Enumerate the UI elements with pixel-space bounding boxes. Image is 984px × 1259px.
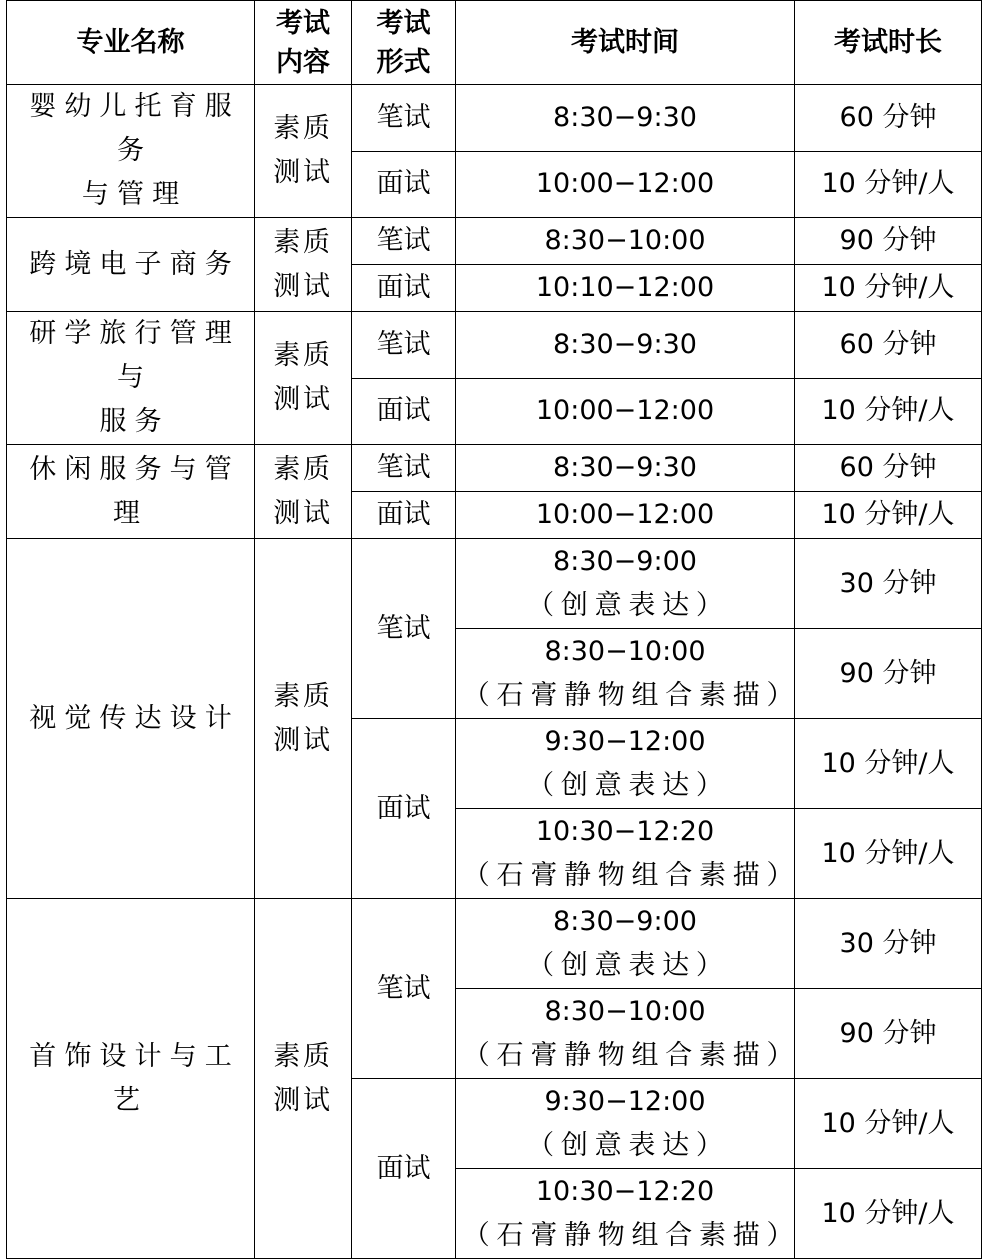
content-cell <box>255 218 352 312</box>
header-major: 专业名称 <box>7 1 255 85</box>
time-note: （创意表达） <box>527 949 730 981</box>
time-cell <box>456 809 801 899</box>
major-cell <box>7 899 255 1259</box>
time-text: 8:30−10:00 <box>544 995 706 1027</box>
major-cell <box>7 312 255 445</box>
duration-cell: 60 分钟 <box>795 312 982 379</box>
form-cell: 笔试 <box>352 899 456 1079</box>
duration-cell: 30 分钟 <box>795 539 982 629</box>
header-row <box>7 1 982 85</box>
form-cell: 面试 <box>352 492 456 539</box>
content-text: 素质 测试 <box>273 226 333 302</box>
duration-cell: 90 分钟 <box>795 629 982 719</box>
table-row <box>7 539 982 629</box>
form-cell: 面试 <box>352 719 456 899</box>
major-cell <box>7 85 255 218</box>
content-cell <box>255 312 352 445</box>
duration-cell: 10 分钟/人 <box>795 719 982 809</box>
form-cell: 笔试 <box>352 539 456 719</box>
duration-cell: 60 分钟 <box>795 85 982 152</box>
time-cell: 10:10−12:00 <box>456 265 795 312</box>
time-cell: 8:30−9:30 <box>456 445 795 492</box>
table-row <box>7 85 982 152</box>
time-cell <box>456 539 795 629</box>
form-cell: 面试 <box>352 378 456 445</box>
time-cell: 10:00−12:00 <box>456 151 795 218</box>
major-name: 视觉传达设计 <box>29 702 240 734</box>
time-cell: 8:30−9:30 <box>456 85 795 152</box>
time-note: （石膏静物组合素描） <box>462 679 801 711</box>
time-cell <box>456 899 795 989</box>
duration-cell: 60 分钟 <box>795 445 982 492</box>
table-row <box>7 445 982 492</box>
major-name: 首饰设计与工艺 <box>29 1040 240 1116</box>
duration-cell: 10 分钟/人 <box>795 809 982 899</box>
duration-cell: 10 分钟/人 <box>795 151 982 218</box>
exam-schedule-table <box>6 0 982 1259</box>
duration-cell: 10 分钟/人 <box>795 378 982 445</box>
duration-cell: 90 分钟 <box>795 218 982 265</box>
header-duration: 考试时长 <box>795 1 982 85</box>
form-cell: 面试 <box>352 1079 456 1259</box>
time-text: 8:30−9:00 <box>553 905 697 937</box>
table-row <box>7 899 982 989</box>
major-name: 休闲服务与管理 <box>29 453 240 529</box>
form-cell: 面试 <box>352 265 456 312</box>
form-cell: 笔试 <box>352 312 456 379</box>
form-cell: 笔试 <box>352 85 456 152</box>
duration-cell: 10 分钟/人 <box>795 1169 982 1259</box>
time-cell: 8:30−10:00 <box>456 218 795 265</box>
content-cell <box>255 85 352 218</box>
content-text: 素质 测试 <box>273 453 333 529</box>
table-row <box>7 312 982 379</box>
content-cell <box>255 899 352 1259</box>
major-cell <box>7 539 255 899</box>
content-text: 素质 测试 <box>273 340 333 415</box>
time-cell: 10:00−12:00 <box>456 492 795 539</box>
major-cell <box>7 218 255 312</box>
time-note: （创意表达） <box>527 589 730 621</box>
table-row <box>7 218 982 265</box>
content-cell <box>255 445 352 539</box>
header-form <box>352 1 456 85</box>
content-text: 素质 测试 <box>273 113 333 188</box>
time-cell <box>456 629 801 719</box>
time-text: 10:30−12:20 <box>535 1175 715 1207</box>
time-cell <box>456 1169 801 1259</box>
form-cell: 笔试 <box>352 218 456 265</box>
time-text: 9:30−12:00 <box>544 1085 706 1117</box>
content-text: 素质 测试 <box>273 680 333 756</box>
time-cell: 8:30−9:30 <box>456 312 795 379</box>
header-content <box>255 1 352 85</box>
time-cell <box>456 719 795 809</box>
time-cell <box>456 1079 795 1169</box>
time-cell <box>456 989 801 1079</box>
time-note: （石膏静物组合素描） <box>462 1219 801 1251</box>
duration-cell: 90 分钟 <box>795 989 982 1079</box>
time-note: （创意表达） <box>527 769 730 801</box>
form-cell: 笔试 <box>352 445 456 492</box>
time-cell: 10:00−12:00 <box>456 378 795 445</box>
content-cell <box>255 539 352 899</box>
major-cell <box>7 445 255 539</box>
time-note: （石膏静物组合素描） <box>462 1039 801 1071</box>
time-note: （创意表达） <box>527 1129 730 1161</box>
time-text: 10:30−12:20 <box>535 815 715 847</box>
time-text: 8:30−9:00 <box>553 545 697 577</box>
time-text: 8:30−10:00 <box>544 635 706 667</box>
duration-cell: 10 分钟/人 <box>795 492 982 539</box>
major-name: 婴幼儿托育服务 与管理 <box>29 91 240 210</box>
major-name: 跨境电子商务 <box>29 248 240 280</box>
duration-cell: 10 分钟/人 <box>795 265 982 312</box>
time-text: 9:30−12:00 <box>544 725 706 757</box>
content-text: 素质 测试 <box>273 1040 333 1116</box>
time-note: （石膏静物组合素描） <box>462 859 801 891</box>
duration-cell: 10 分钟/人 <box>795 1079 982 1169</box>
duration-cell: 30 分钟 <box>795 899 982 989</box>
header-form-text: 考试 形式 <box>376 7 431 78</box>
major-name: 研学旅行管理与 服务 <box>29 318 240 437</box>
form-cell: 面试 <box>352 151 456 218</box>
header-time: 考试时间 <box>456 1 795 85</box>
header-content-text: 考试 内容 <box>276 7 330 78</box>
